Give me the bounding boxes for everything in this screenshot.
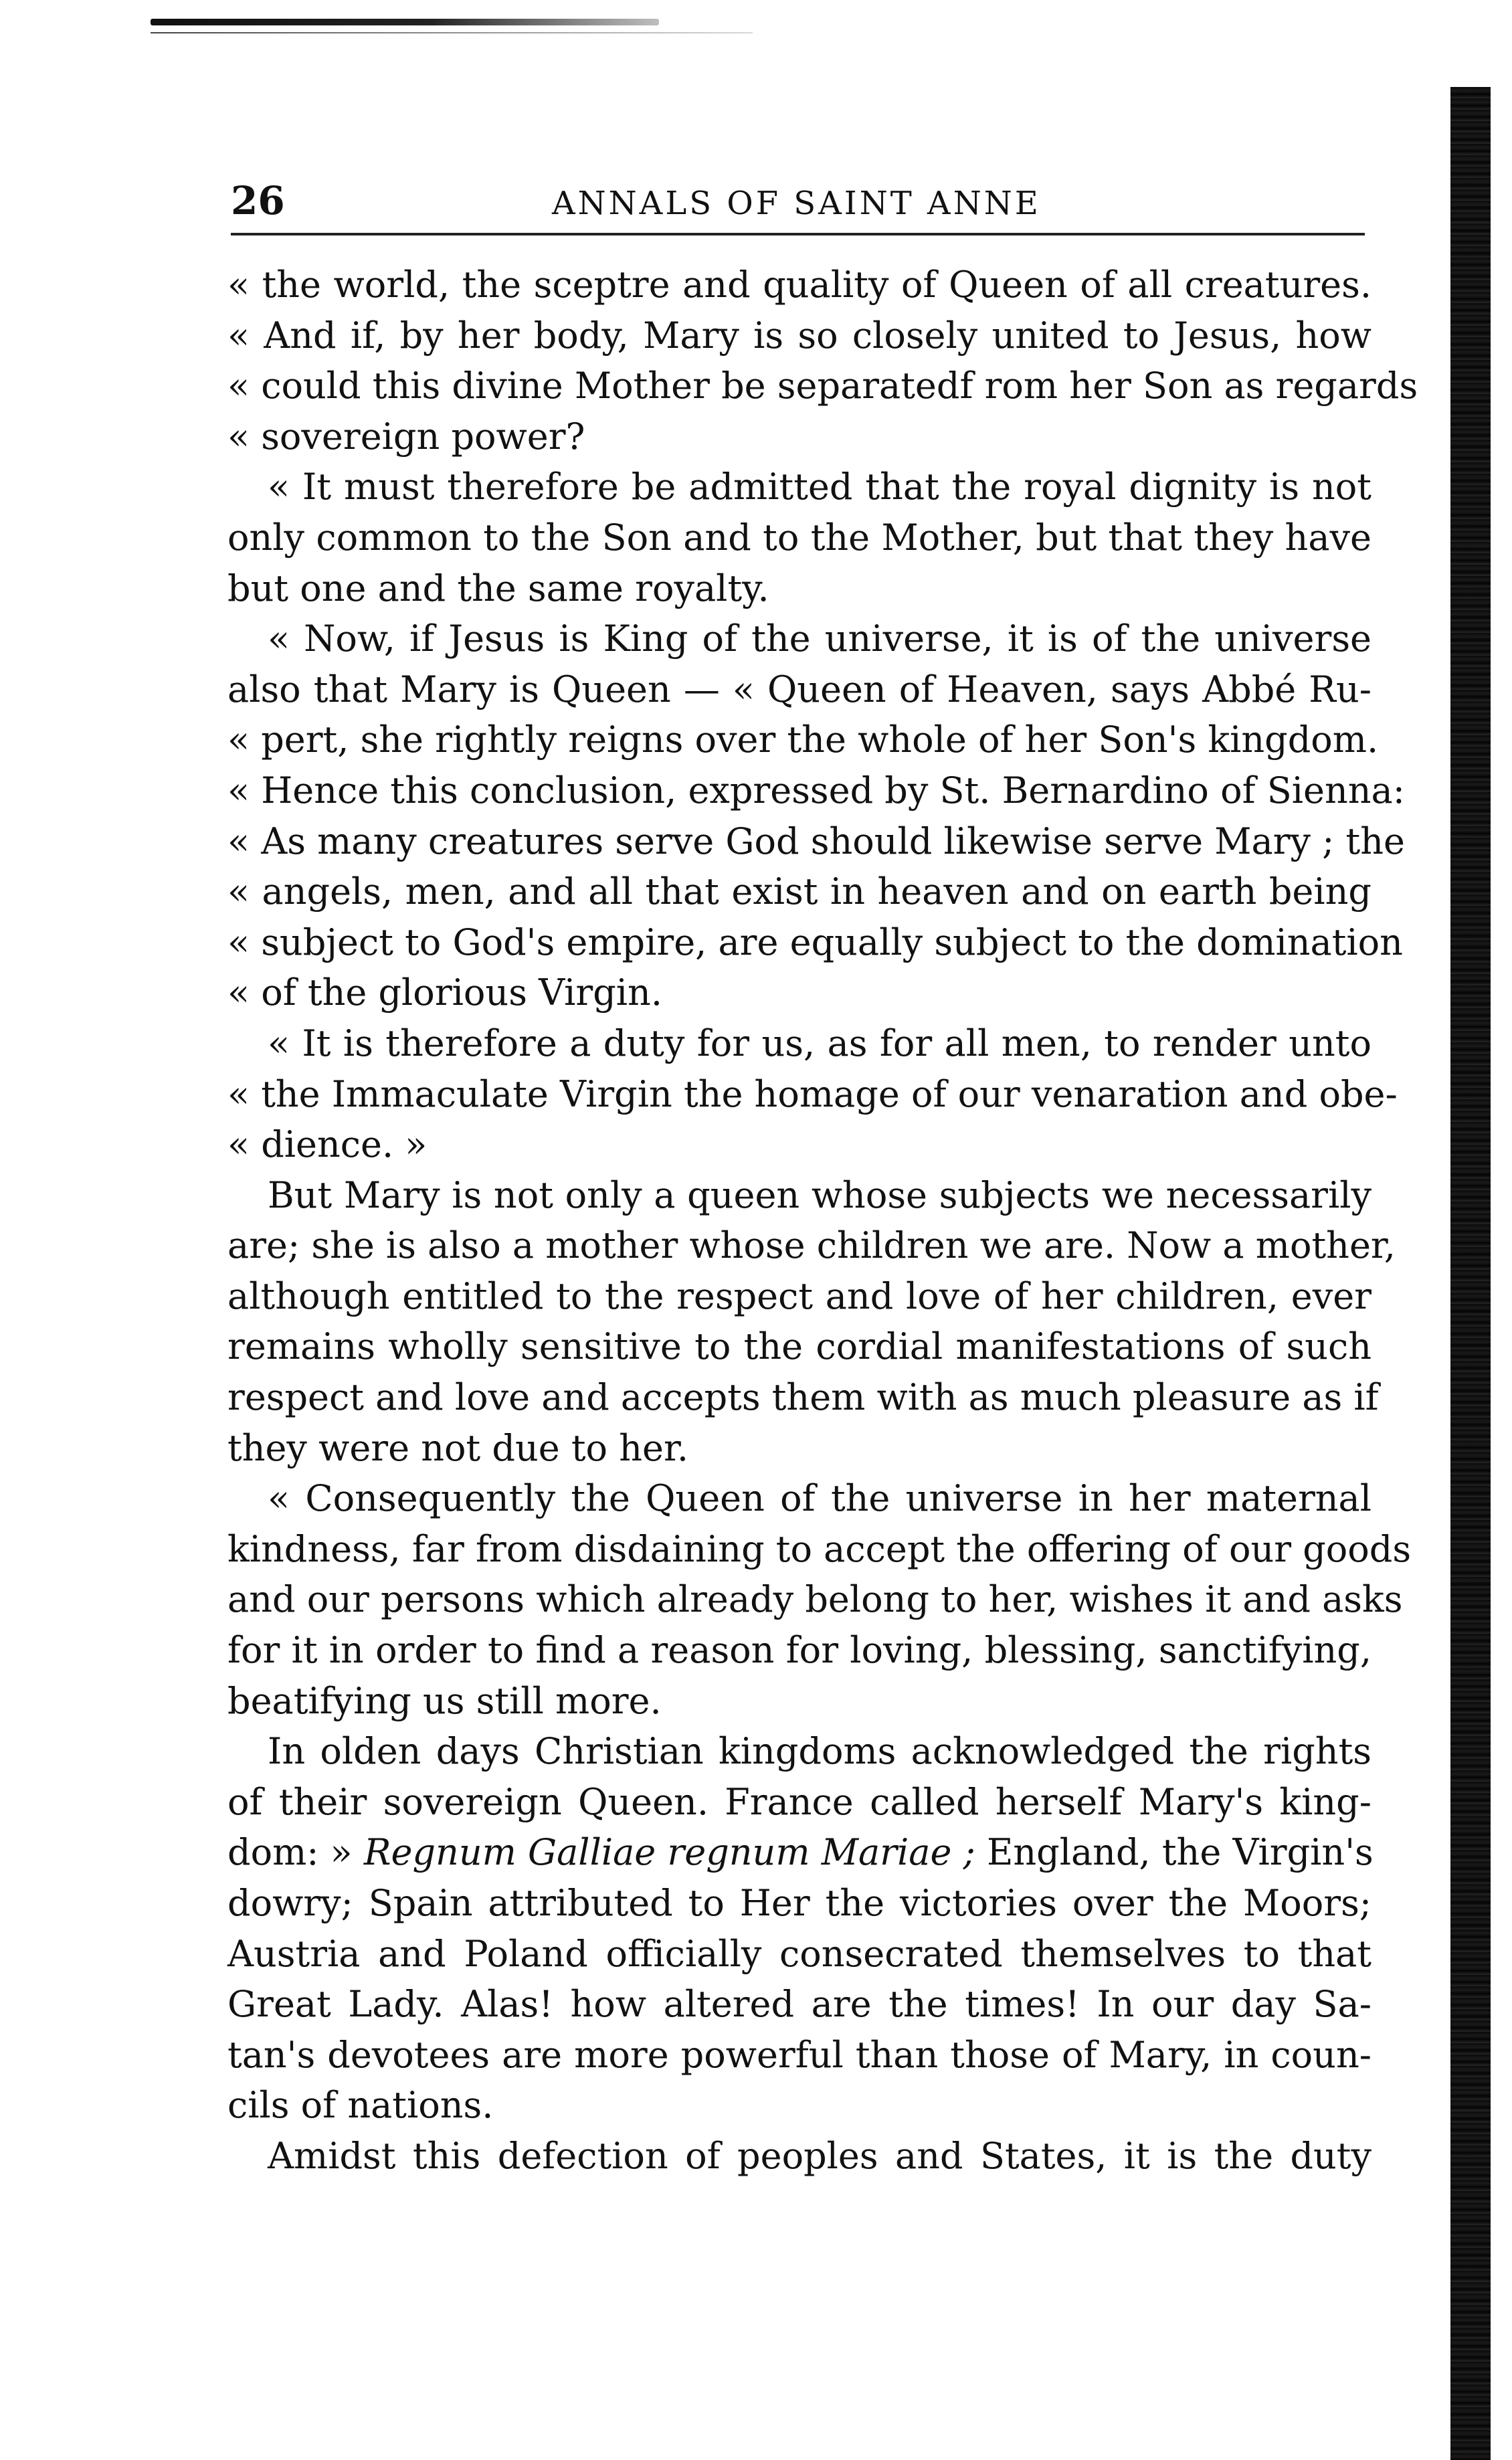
text-line: cils of nations. — [227, 2084, 494, 2127]
text-line: they were not due to her. — [227, 1426, 689, 1469]
text-line: for it in order to find a reason for loving, blessing, sanctifying, — [227, 1629, 1372, 1672]
text-line: « It is therefore a duty for us, as for all men, to render unto — [268, 1022, 1372, 1064]
text-line-start: dom: » — [227, 1831, 353, 1874]
text-line: « the world, the sceptre and quality of Queen of all creatures. — [227, 264, 1372, 306]
text-line: « dience. » — [227, 1123, 428, 1166]
page-header — [231, 173, 1365, 235]
text-line: dowry; Spain attributed to Her the victories over the Moors; — [227, 1882, 1372, 1924]
text-line: are; she is also a mother whose children we are. Now a mother, — [227, 1224, 1396, 1267]
text-line: « Consequently the Queen of the universe in her maternal — [268, 1477, 1372, 1520]
text-line: « could this divine Mother be separatedf rom her Son as regards — [227, 365, 1418, 407]
text-line: « And if, by her body, Mary is so closely united to Jesus, how — [227, 314, 1372, 357]
running-title: ANNALS OF SAINT ANNE — [552, 185, 1041, 222]
scan-top-thin-rule — [151, 32, 753, 33]
text-line: but one and the same royalty. — [227, 567, 769, 609]
scan-top-rule — [151, 19, 659, 25]
text-line: of their sovereign Queen. France called herself Mary's king- — [227, 1780, 1372, 1823]
text-line: « As many creatures serve God should likewise serve Mary ; the — [227, 820, 1405, 862]
text-line: tan's devotees are more powerful than those of Mary, in coun- — [227, 2033, 1372, 2076]
page-number: 26 — [231, 178, 285, 223]
text-line: In olden days Christian kingdoms acknowledged the rights — [268, 1730, 1372, 1773]
scanned-page-edge-shadow — [1450, 87, 1491, 2460]
text-line: « sovereign power? — [227, 415, 585, 458]
text-line-with-latin-motto — [227, 1827, 1372, 1878]
text-line: although entitled to the respect and love of her children, ever — [227, 1274, 1372, 1317]
text-line: « It must therefore be admitted that the royal dignity is not — [268, 466, 1372, 508]
text-line-end: England, the Virgin's — [986, 1831, 1374, 1874]
text-line: also that Mary is Queen — « Queen of Heaven, says Abbé Ru- — [227, 668, 1372, 711]
text-line: « the Immaculate Virgin the homage of our venaration and obe- — [227, 1072, 1398, 1115]
text-line: « angels, men, and all that exist in heaven and on earth being — [227, 870, 1372, 913]
text-line: beatifying us still more. — [227, 1679, 662, 1722]
text-line: remains wholly sensitive to the cordial manifestations of such — [227, 1325, 1372, 1368]
text-line: Austria and Poland officially consecrated themselves to that — [227, 1932, 1372, 1975]
text-line: and our persons which already belong to her, wishes it and asks — [227, 1578, 1403, 1621]
text-line: kindness, far from disdaining to accept the offering of our goods — [227, 1527, 1412, 1570]
text-line: « subject to God's empire, are equally subject to the domination — [227, 921, 1403, 963]
text-line: respect and love and accepts them with as much pleasure as if — [227, 1376, 1379, 1419]
text-line: But Mary is not only a queen whose subjects we necessarily — [268, 1173, 1372, 1216]
text-line: only common to the Son and to the Mother, but that they have — [227, 516, 1372, 559]
text-line: Amidst this defection of peoples and States, it is the duty — [268, 2134, 1372, 2177]
text-line: « of the glorious Virgin. — [227, 971, 662, 1014]
text-line: Great Lady. Alas! how altered are the times! In our day Sa- — [227, 1983, 1372, 2026]
latin-motto: Regnum Galliae regnum Mariae ; — [363, 1831, 975, 1874]
page-body — [227, 260, 1418, 2182]
text-line: « Hence this conclusion, expressed by St. Bernardino of Sienna: — [227, 769, 1405, 812]
text-line: « Now, if Jesus is King of the universe, it is of the universe — [268, 618, 1372, 660]
text-line: « pert, she rightly reigns over the whole of her Son's kingdom. — [227, 719, 1379, 761]
